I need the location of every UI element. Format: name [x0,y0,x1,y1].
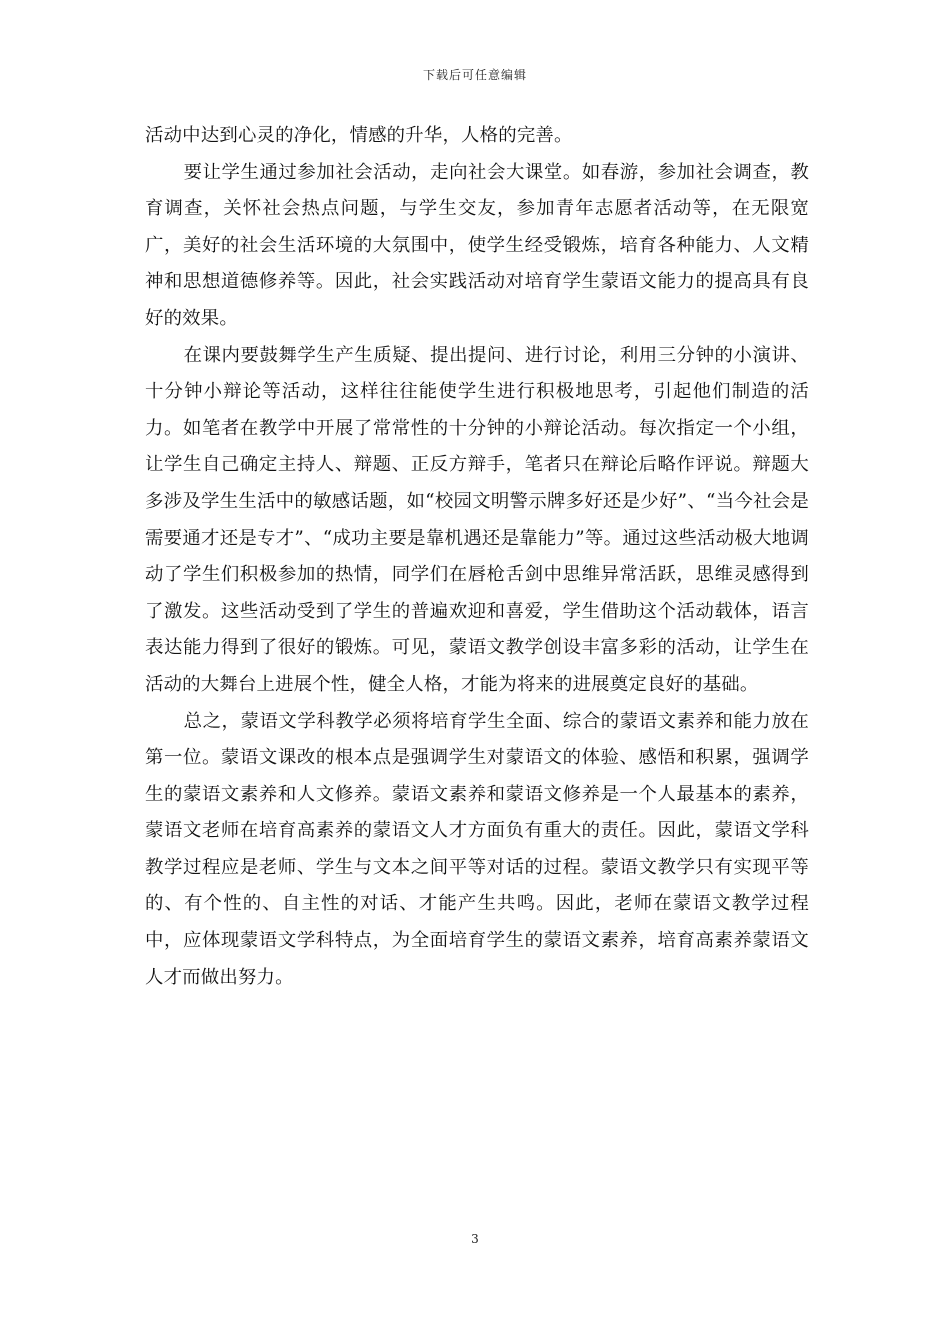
paragraph-classroom-debate: 在课内要鼓舞学生产生质疑、提出提问、进行讨论，利用三分钟的小演讲、十分钟小辩论等活动，这样往往能使学生进行积极地思考，引起他们制造的活力。如笔者在教学中开展了常常性的十分钟的小辩论活动。每次指定一个小组，让学生自己确定主持人、辩题、正反方辩手，笔者只在辩论后略作评说。辩题大多涉及学生生活中的敏感话题，如“校园文明警示牌多好还是少好”、“当今社会是需要通才还是专才”、“成功主要是靠机遇还是靠能力”等。通过这些活动极大地调动了学生们积极参加的热情，同学们在唇枪舌剑中思维异常活跃，思维灵感得到了激发。这些活动受到了学生的普遍欢迎和喜爱，学生借助这个活动载体，语言表达能力得到了很好的锻炼。可见，蒙语文教学创设丰富多彩的活动，让学生在活动的大舞台上进展个性，健全人格，才能为将来的进展奠定良好的基础。 [145,344,809,695]
page-header: 下载后可任意编辑 [422,68,527,82]
paragraph-continuation: 活动中达到心灵的净化，情感的升华，人格的完善。 [145,125,573,146]
paragraph-conclusion: 总之，蒙语文学科教学必须将培育学生全面、综合的蒙语文素养和能力放在第一位。蒙语文课改的根本点是强调学生对蒙语文的体验、感悟和积累，强调学生的蒙语文素养和人文修养。蒙语文素养和蒙语文修养是一个人最基本的素养，蒙语文老师在培育高素养的蒙语文人才方面负有重大的责任。因此，蒙语文学科教学过程应是老师、学生与文本之间平等对话的过程。蒙语文教学只有实现平等的、有个性的、自主性的对话、才能产生共鸣。因此，老师在蒙语文教学过程中，应体现蒙语文学科特点，为全面培育学生的蒙语文素养，培育高素养蒙语文人才而做出努力。 [145,710,809,988]
paragraph-social-activities: 要让学生通过参加社会活动，走向社会大课堂。如春游，参加社会调查，教育调查，关怀社会热点问题，与学生交友，参加青年志愿者活动等，在无限宽广，美好的社会生活环境的大氛围中，使学生经受锻炼，培育各种能力、人文精神和思想道德修养等。因此，社会实践活动对培育学生蒙语文能力的提高具有良好的效果。 [145,161,809,329]
page-number: 3 [471,1232,479,1246]
document-body [145,118,809,996]
